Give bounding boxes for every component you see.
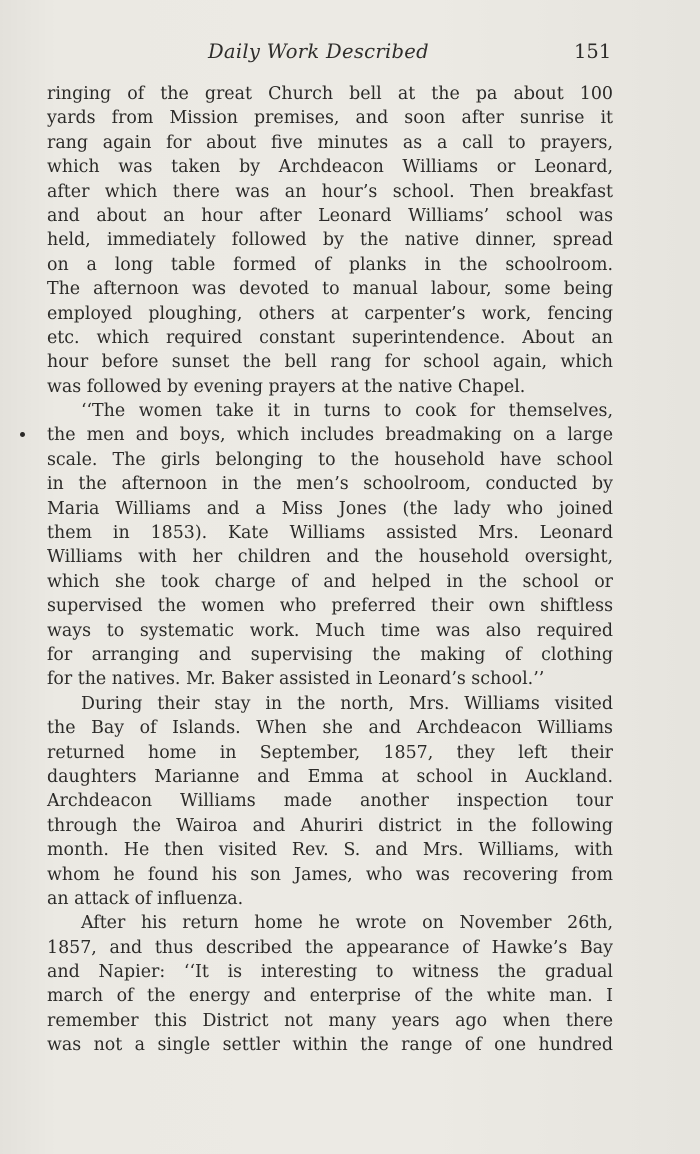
text-line: was not a single settler within the range of one hundred: [47, 1035, 613, 1056]
text-line: which she took charge of and helped in the school or: [47, 571, 613, 592]
text-line: and about an hour after Leonard Williams’ school was: [47, 205, 613, 226]
text-line: hour before sunset the bell rang for school again, which: [47, 352, 613, 373]
text-line: ‘‘The women take it in turns to cook for themselves,: [81, 401, 613, 422]
text-line: after which there was an hour’s school. Then breakfast: [47, 181, 613, 202]
text-line: returned home in September, 1857, they left their: [47, 742, 613, 763]
text-line: which was taken by Archdeacon Williams or Leonard,: [47, 157, 613, 178]
text-line: After his return home he wrote on November 26th,: [81, 913, 613, 934]
text-line: daughters Marianne and Emma at school in Auckland.: [47, 766, 613, 787]
text-line: remember this District not many years ago when there: [47, 1010, 613, 1031]
text-line: Archdeacon Williams made another inspection tour: [47, 791, 613, 812]
text-line: in the afternoon in the men’s schoolroom, conducted by: [47, 474, 613, 495]
text-line: The afternoon was devoted to manual labour, some being: [47, 279, 613, 300]
text-line: month. He then visited Rev. S. and Mrs. Williams, with: [47, 840, 613, 861]
text-line: whom he found his son James, who was recovering from: [47, 864, 613, 885]
text-line: 1857, and thus described the appearance of Hawke’s Bay: [47, 937, 613, 958]
text-line: an attack of influenza.: [47, 888, 244, 909]
text-line: for the natives. Mr. Baker assisted in Leonard’s school.’’: [47, 669, 545, 690]
text-line: ways to systematic work. Much time was also required: [47, 620, 613, 641]
text-line: on a long table formed of planks in the schoolroom.: [47, 254, 613, 275]
text-line: Williams with her children and the household oversight,: [47, 547, 613, 568]
text-line: ringing of the great Church bell at the pa about 100: [47, 84, 613, 104]
text-line: During their stay in the north, Mrs. Williams visited: [81, 693, 613, 714]
page-header: [0, 40, 700, 70]
text-line: march of the energy and enterprise of the white man. I: [47, 986, 613, 1007]
text-line: rang again for about five minutes as a call to prayers,: [47, 132, 613, 153]
text-line: them in 1853). Kate Williams assisted Mrs. Leonard: [47, 523, 613, 544]
page-number: 151: [574, 40, 612, 63]
text-line: held, immediately followed by the native dinner, spread: [47, 230, 613, 251]
text-line: was followed by evening prayers at the native Chapel.: [47, 376, 526, 397]
text-line: scale. The girls belonging to the household have school: [47, 449, 613, 470]
text-line: supervised the women who preferred their own shiftless: [47, 596, 613, 617]
text-line: the Bay of Islands. When she and Archdeacon Williams: [47, 718, 613, 739]
text-line: and Napier: ‘‘It is interesting to witness the gradual: [47, 962, 613, 983]
running-title: Daily Work Described: [208, 40, 429, 63]
text-line: yards from Mission premises, and soon after sunrise it: [47, 108, 613, 129]
text-line: through the Wairoa and Ahuriri district in the following: [47, 815, 613, 836]
text-line: the men and boys, which includes breadmaking on a large: [47, 425, 613, 446]
text-line: for arranging and supervising the making of clothing: [47, 644, 613, 665]
margin-dot-mark: [20, 432, 25, 437]
text-line: etc. which required constant superintendence. About an: [47, 327, 613, 348]
text-line: Maria Williams and a Miss Jones (the lady who joined: [47, 498, 613, 519]
body-text: [47, 82, 613, 1058]
text-line: employed ploughing, others at carpenter’s work, fencing: [47, 303, 613, 324]
